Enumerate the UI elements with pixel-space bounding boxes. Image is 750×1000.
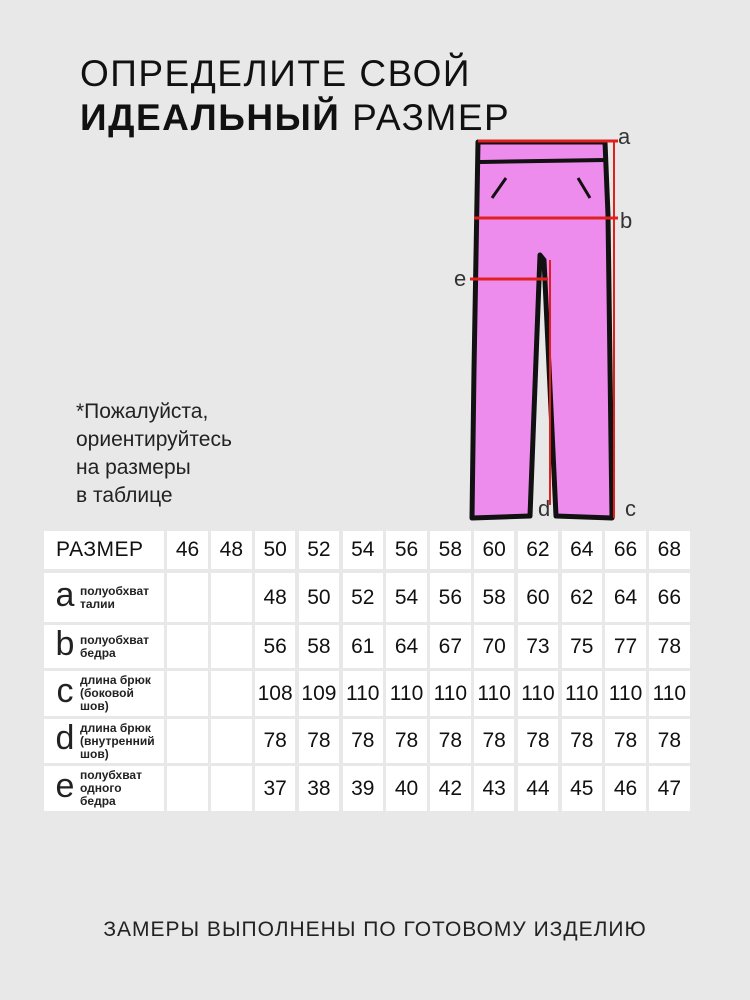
row-label-b — [44, 625, 164, 668]
measurement-letter: c — [56, 671, 74, 710]
table-cell: 56 — [255, 625, 296, 668]
row-label-e — [44, 766, 164, 811]
description-line: полуобхват — [80, 632, 150, 647]
table-cell: 78 — [562, 719, 603, 763]
table-cell: 39 — [343, 766, 384, 811]
table-cell: 45 — [562, 766, 603, 811]
label-e: e — [454, 266, 467, 291]
size-header-cell: 54 — [343, 531, 384, 569]
table-cell: 62 — [562, 573, 603, 622]
table-cell: 110 — [518, 671, 559, 716]
note-line: ориентируйтесь — [76, 428, 232, 451]
table-cell: 78 — [649, 625, 690, 668]
description-line: длина брюк — [80, 720, 151, 735]
size-header-cell: 62 — [518, 531, 559, 569]
size-header-cell: 50 — [255, 531, 296, 569]
table-cell: 40 — [386, 766, 427, 811]
table-cell: 110 — [649, 671, 690, 716]
table-cell: 77 — [605, 625, 646, 668]
row-label-d — [44, 719, 164, 763]
measurement-description — [80, 674, 151, 713]
table-cell: 66 — [649, 573, 690, 622]
table-cell: 37 — [255, 766, 296, 811]
table-cell: 60 — [518, 573, 559, 622]
table-cell — [167, 625, 208, 668]
description-line: бедра — [80, 645, 116, 660]
size-header-cell: 58 — [430, 531, 471, 569]
table-cell — [167, 719, 208, 763]
label-a: a — [618, 124, 631, 149]
measurement-description — [80, 769, 142, 808]
size-header-cell: 66 — [605, 531, 646, 569]
table-cell: 38 — [299, 766, 340, 811]
label-c: c — [625, 496, 636, 521]
size-header-cell: 48 — [211, 531, 252, 569]
measurement-description — [80, 722, 155, 761]
title-line-1: ОПРЕДЕЛИТЕ СВОЙ — [80, 53, 471, 94]
description-line: бедра — [80, 794, 116, 808]
size-header-cell: 52 — [299, 531, 340, 569]
size-header-cell: 60 — [474, 531, 515, 569]
table-cell: 108 — [255, 671, 296, 716]
table-cell: 70 — [474, 625, 515, 668]
note-line: *Пожалуйста, — [76, 400, 209, 423]
table-cell: 64 — [386, 625, 427, 668]
table-cell: 58 — [299, 625, 340, 668]
table-cell: 46 — [605, 766, 646, 811]
table-cell: 78 — [518, 719, 559, 763]
table-cell — [167, 671, 208, 716]
size-header-label: РАЗМЕР — [44, 531, 164, 569]
table-cell: 78 — [299, 719, 340, 763]
table-cell — [211, 671, 252, 716]
description-line: (внутренний — [80, 733, 155, 748]
table-cell: 50 — [299, 573, 340, 622]
size-header-cell: 56 — [386, 531, 427, 569]
table-cell: 78 — [474, 719, 515, 763]
measurement-letter: e — [55, 766, 75, 805]
description-line: полубхват — [80, 768, 142, 782]
table-cell: 110 — [343, 671, 384, 716]
table-cell: 78 — [343, 719, 384, 763]
table-cell: 47 — [649, 766, 690, 811]
title-bold-word: ИДЕАЛЬНЫЙ — [80, 97, 341, 138]
size-header-cell: 64 — [562, 531, 603, 569]
size-header-cell: 46 — [167, 531, 208, 569]
table-cell: 75 — [562, 625, 603, 668]
title-rest: РАЗМЕР — [340, 97, 511, 138]
description-line: длина брюк — [80, 673, 151, 687]
note-line: на размеры — [76, 456, 191, 479]
table-cell: 109 — [299, 671, 340, 716]
table-cell: 78 — [386, 719, 427, 763]
table-cell: 78 — [255, 719, 296, 763]
label-d: d — [538, 496, 551, 521]
measurement-footer: ЗАМЕРЫ ВЫПОЛНЕНЫ ПО ГОТОВОМУ ИЗДЕЛИЮ — [103, 918, 647, 941]
description-line: талии — [80, 596, 115, 611]
table-cell: 61 — [343, 625, 384, 668]
pants-measurement-diagram — [440, 120, 650, 530]
table-cell — [211, 719, 252, 763]
table-cell — [167, 766, 208, 811]
table-cell — [211, 573, 252, 622]
table-cell: 73 — [518, 625, 559, 668]
measurement-letter: b — [55, 624, 75, 663]
table-cell: 64 — [605, 573, 646, 622]
table-cell — [167, 573, 208, 622]
label-b: b — [620, 208, 633, 233]
table-cell: 110 — [430, 671, 471, 716]
table-cell: 110 — [562, 671, 603, 716]
table-cell: 44 — [518, 766, 559, 811]
measurement-letter: d — [55, 719, 75, 757]
table-cell: 58 — [474, 573, 515, 622]
description-line: (боковой — [80, 686, 134, 700]
waistband-line — [480, 160, 605, 162]
row-label-a — [44, 573, 164, 622]
measurement-description — [80, 585, 149, 611]
description-line: одного — [80, 781, 122, 795]
table-cell: 54 — [386, 573, 427, 622]
table-cell: 56 — [430, 573, 471, 622]
table-cell: 43 — [474, 766, 515, 811]
table-cell: 42 — [430, 766, 471, 811]
table-cell: 48 — [255, 573, 296, 622]
note-line: в таблице — [76, 484, 173, 507]
table-cell: 110 — [474, 671, 515, 716]
table-cell: 52 — [343, 573, 384, 622]
table-cell: 67 — [430, 625, 471, 668]
table-cell — [211, 625, 252, 668]
table-cell: 110 — [386, 671, 427, 716]
table-cell — [211, 766, 252, 811]
description-line: шов) — [80, 699, 109, 713]
size-note — [76, 398, 232, 510]
description-line: шов) — [80, 746, 109, 761]
measurement-description — [80, 634, 149, 660]
measurement-letter: a — [55, 575, 75, 614]
table-cell: 78 — [605, 719, 646, 763]
table-cell: 78 — [430, 719, 471, 763]
size-header-cell: 68 — [649, 531, 690, 569]
row-label-c — [44, 671, 164, 716]
table-cell: 110 — [605, 671, 646, 716]
table-cell: 78 — [649, 719, 690, 763]
description-line: полуобхват — [80, 583, 150, 598]
